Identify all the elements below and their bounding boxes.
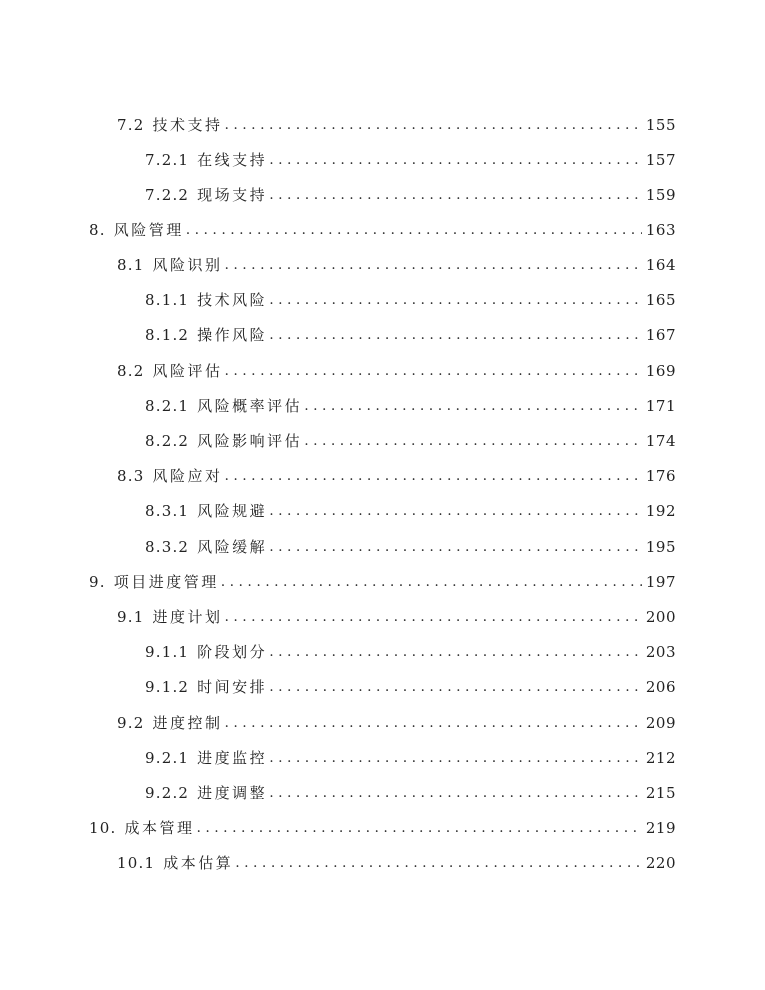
toc-entry-number: 8. bbox=[89, 220, 106, 239]
toc-entry-9-2[interactable] bbox=[117, 705, 676, 740]
toc-entry-page: 209 bbox=[645, 713, 676, 732]
toc-entry-title: 风险管理 bbox=[113, 221, 184, 239]
toc-entry-title: 进度监控 bbox=[197, 749, 268, 767]
toc-entry-title: 成本管理 bbox=[124, 819, 195, 837]
dot-leader bbox=[269, 750, 642, 766]
toc-entry-number: 7.2 bbox=[117, 115, 145, 134]
toc-entry-number: 8.1.2 bbox=[145, 325, 190, 344]
toc-entry-title: 风险缓解 bbox=[197, 538, 268, 556]
toc-entry-title: 风险应对 bbox=[152, 467, 223, 485]
toc-entry-8-3-1[interactable] bbox=[145, 493, 676, 528]
toc-entry-number: 7.2.1 bbox=[145, 150, 190, 169]
toc-entry-7-2[interactable] bbox=[117, 107, 676, 142]
toc-entry-page: 176 bbox=[645, 466, 676, 485]
toc-entry-7-2-1[interactable] bbox=[145, 142, 676, 177]
dot-leader bbox=[224, 715, 641, 731]
dot-leader bbox=[269, 152, 642, 168]
toc-entry-title: 现场支持 bbox=[197, 186, 268, 204]
toc-entry-title: 进度控制 bbox=[152, 714, 223, 732]
dot-leader bbox=[269, 785, 642, 801]
dot-leader bbox=[196, 820, 641, 836]
dot-leader bbox=[269, 503, 642, 519]
toc-entry-page: 165 bbox=[645, 290, 676, 309]
dot-leader bbox=[224, 257, 641, 273]
toc-entry-8-1[interactable] bbox=[117, 247, 676, 282]
dot-leader bbox=[224, 117, 641, 133]
toc-entry-number: 9.1.2 bbox=[145, 677, 190, 696]
toc-entry-page: 164 bbox=[645, 255, 676, 274]
dot-leader bbox=[269, 292, 642, 308]
toc-entry-title: 成本估算 bbox=[163, 854, 234, 872]
toc-entry-page: 215 bbox=[645, 783, 676, 802]
toc-entry-10-1[interactable] bbox=[117, 845, 676, 880]
toc-entry-number: 8.3.2 bbox=[145, 537, 190, 556]
toc-entry-8-1-1[interactable] bbox=[145, 282, 676, 317]
toc-entry-page: 200 bbox=[645, 607, 676, 626]
toc-entry-page: 157 bbox=[645, 150, 676, 169]
toc-entry-number: 8.1 bbox=[117, 255, 145, 274]
toc-entry-10[interactable] bbox=[89, 810, 676, 845]
toc-entry-number: 8.2.1 bbox=[145, 396, 190, 415]
toc-entry-title: 风险识别 bbox=[152, 256, 223, 274]
toc-entry-number: 8.3 bbox=[117, 466, 145, 485]
toc-entry-page: 171 bbox=[645, 396, 676, 415]
toc-entry-title: 进度计划 bbox=[152, 608, 223, 626]
toc-entry-8-1-2[interactable] bbox=[145, 317, 676, 352]
toc-entry-title: 风险概率评估 bbox=[197, 397, 303, 415]
toc-entry-number: 7.2.2 bbox=[145, 185, 190, 204]
toc-entry-page: 167 bbox=[645, 325, 676, 344]
toc-entry-title: 风险评估 bbox=[152, 362, 223, 380]
toc-entry-number: 8.1.1 bbox=[145, 290, 190, 309]
toc-entry-page: 169 bbox=[645, 361, 676, 380]
toc-entry-9-2-1[interactable] bbox=[145, 740, 676, 775]
toc-entry-9-1[interactable] bbox=[117, 599, 676, 634]
toc-entry-9-1-2[interactable] bbox=[145, 669, 676, 704]
toc-entry-title: 技术支持 bbox=[152, 116, 223, 134]
toc-entry-page: 206 bbox=[645, 677, 676, 696]
toc-entry-page: 212 bbox=[645, 748, 676, 767]
dot-leader bbox=[269, 327, 642, 343]
toc-entry-page: 159 bbox=[645, 185, 676, 204]
toc-entry-page: 163 bbox=[645, 220, 676, 239]
toc-entry-title: 阶段划分 bbox=[197, 643, 268, 661]
toc-entry-title: 进度调整 bbox=[197, 784, 268, 802]
toc-entry-8[interactable] bbox=[89, 212, 676, 247]
toc-entry-7-2-2[interactable] bbox=[145, 177, 676, 212]
toc-entry-number: 9.2.1 bbox=[145, 748, 190, 767]
toc-entry-8-2-2[interactable] bbox=[145, 423, 676, 458]
toc-entry-page: 203 bbox=[645, 642, 676, 661]
toc-entry-title: 技术风险 bbox=[197, 291, 268, 309]
toc-entry-9[interactable] bbox=[89, 564, 676, 599]
toc-entry-title: 时间安排 bbox=[197, 678, 268, 696]
toc-entry-title: 风险影响评估 bbox=[197, 432, 303, 450]
toc-entry-page: 155 bbox=[645, 115, 676, 134]
toc-entry-8-2-1[interactable] bbox=[145, 388, 676, 423]
dot-leader bbox=[269, 679, 642, 695]
toc-entry-number: 10.1 bbox=[117, 853, 156, 872]
toc-entry-9-1-1[interactable] bbox=[145, 634, 676, 669]
toc-entry-page: 197 bbox=[645, 572, 676, 591]
toc-entry-page: 219 bbox=[645, 818, 676, 837]
dot-leader bbox=[186, 222, 642, 238]
toc-entry-8-3-2[interactable] bbox=[145, 529, 676, 564]
toc-entry-8-2[interactable] bbox=[117, 353, 676, 388]
dot-leader bbox=[224, 363, 641, 379]
toc-entry-title: 风险规避 bbox=[197, 502, 268, 520]
dot-leader bbox=[304, 433, 642, 449]
toc-entry-page: 195 bbox=[645, 537, 676, 556]
dot-leader bbox=[269, 187, 642, 203]
toc-entry-page: 220 bbox=[645, 853, 676, 872]
toc-entry-9-2-2[interactable] bbox=[145, 775, 676, 810]
toc-entry-number: 9.2 bbox=[117, 713, 145, 732]
toc-entry-page: 192 bbox=[645, 501, 676, 520]
dot-leader bbox=[224, 468, 641, 484]
toc-entry-page: 174 bbox=[645, 431, 676, 450]
dot-leader bbox=[221, 574, 642, 590]
toc-entry-title: 项目进度管理 bbox=[113, 573, 219, 591]
dot-leader bbox=[304, 398, 642, 414]
toc-entry-number: 8.2.2 bbox=[145, 431, 190, 450]
dot-leader bbox=[224, 609, 641, 625]
toc-entry-number: 9.2.2 bbox=[145, 783, 190, 802]
toc-entry-title: 操作风险 bbox=[197, 326, 268, 344]
dot-leader bbox=[235, 855, 642, 871]
toc-entry-title: 在线支持 bbox=[197, 151, 268, 169]
toc-entry-number: 9.1 bbox=[117, 607, 145, 626]
dot-leader bbox=[269, 539, 642, 555]
toc-entry-8-3[interactable] bbox=[117, 458, 676, 493]
toc-entry-number: 10. bbox=[89, 818, 117, 837]
toc-entry-number: 8.3.1 bbox=[145, 501, 190, 520]
dot-leader bbox=[269, 644, 642, 660]
toc-entry-number: 8.2 bbox=[117, 361, 145, 380]
toc-entry-number: 9.1.1 bbox=[145, 642, 190, 661]
toc-entry-number: 9. bbox=[89, 572, 106, 591]
